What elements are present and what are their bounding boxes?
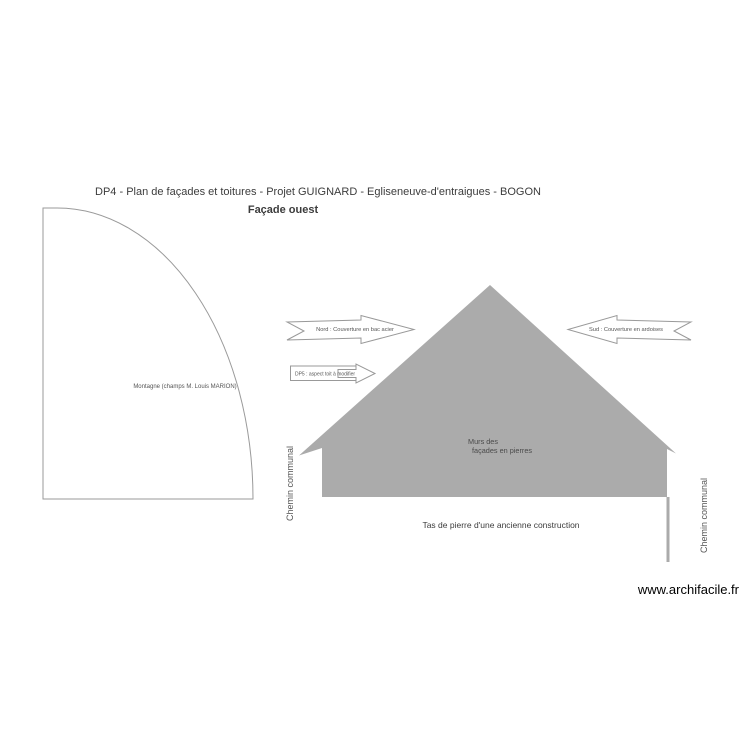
house-facade-shape — [299, 285, 676, 497]
north-arrow-label: Nord : Couverture en bac acier — [316, 327, 394, 333]
dp5-note — [291, 364, 376, 383]
stone-pile-label: Tas de pierre d'une ancienne construction — [422, 520, 580, 530]
document-subtitle: Façade ouest — [247, 204, 319, 216]
dp5-note-label: DP5 : aspect toit à modifier — [294, 371, 356, 378]
watermark-text: www.archifacile.fr — [637, 582, 739, 597]
document-title: DP4 - Plan de façades et toitures - Projet GUIGNARD - Egliseneuve-d'entraigues - BOGON — [95, 186, 541, 198]
north-arrow — [287, 316, 414, 344]
mountain-field-outline — [43, 208, 253, 499]
mountain-field-label: Montagne (champs M. Louis MARION) — [133, 384, 237, 390]
south-arrow-label: Sud : Couverture en ardoises — [589, 327, 663, 333]
road-label-right: Chemin communal — [699, 477, 709, 553]
road-label-left: Chemin communal — [285, 445, 295, 521]
walls-label-line1: Murs des — [468, 437, 499, 446]
south-arrow — [568, 316, 691, 344]
walls-label-line2: façades en pierres — [472, 446, 533, 455]
